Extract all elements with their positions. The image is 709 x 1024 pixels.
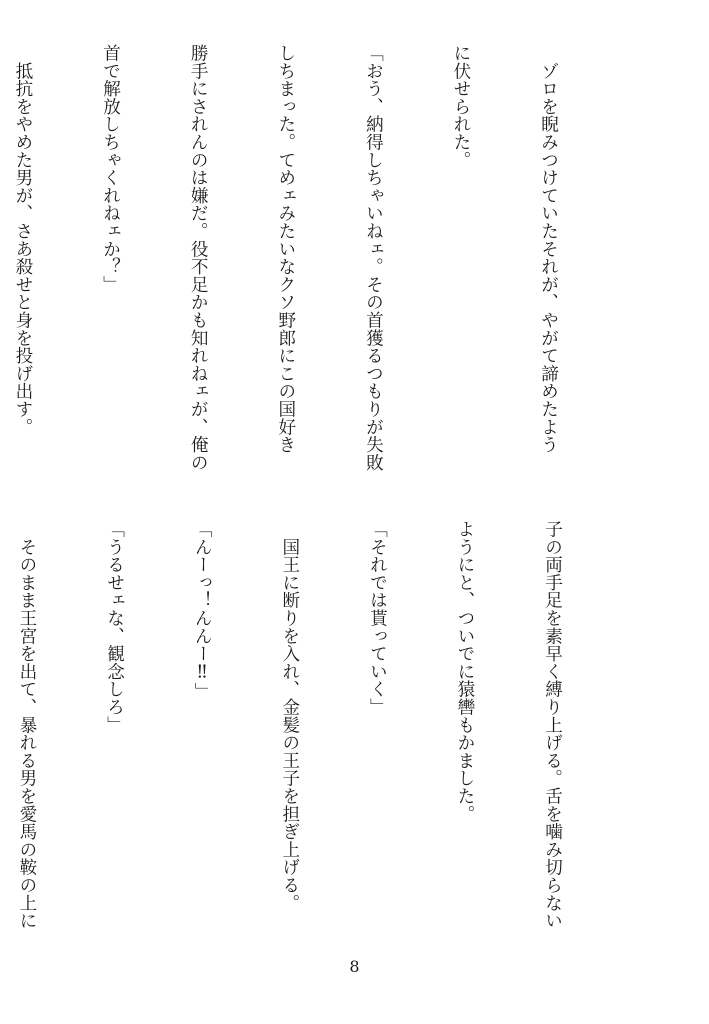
- text-line: そのまま王宮を出て、暴れる男を愛馬の鞍の上に: [16, 520, 37, 930]
- text-line: 子の両手足を素早く縛り上げる。舌を噛み切らない: [542, 520, 563, 930]
- text-line: ゾロを睨みつけていたそれが、やがて諦めたよう: [538, 44, 559, 454]
- text-line: 抵抗をやめた男が、さあ殺せと身を投げ出す。: [12, 44, 33, 436]
- page-number: 8: [349, 957, 360, 976]
- text-line: しちまった。てめェみたいなクソ野郎にこの国好き: [275, 44, 296, 454]
- text-line: 「それでは貰っていく」: [367, 520, 388, 716]
- lower-text-block: [0, 520, 625, 935]
- text-line: 「んーっ！んんー‼」: [192, 520, 213, 701]
- text-line: 「うるせェな、観念しろ」: [104, 520, 125, 734]
- text-line: に伏せられた。: [450, 44, 471, 169]
- text-line: ようにと、ついでに猿轡もかました。: [454, 520, 475, 823]
- upper-text-block: [0, 44, 621, 489]
- text-line: 国王に断りを入れ、金髪の王子を担ぎ上げる。: [279, 520, 300, 912]
- text-line: 勝手にされんのは嫌だ。役不足かも知れねェが、俺の: [188, 44, 209, 472]
- text-line: 「おう、納得しちゃいねェ。その首獲るつもりが失敗: [363, 44, 384, 472]
- text-line: 首で解放しちゃくれねェか？」: [100, 44, 121, 294]
